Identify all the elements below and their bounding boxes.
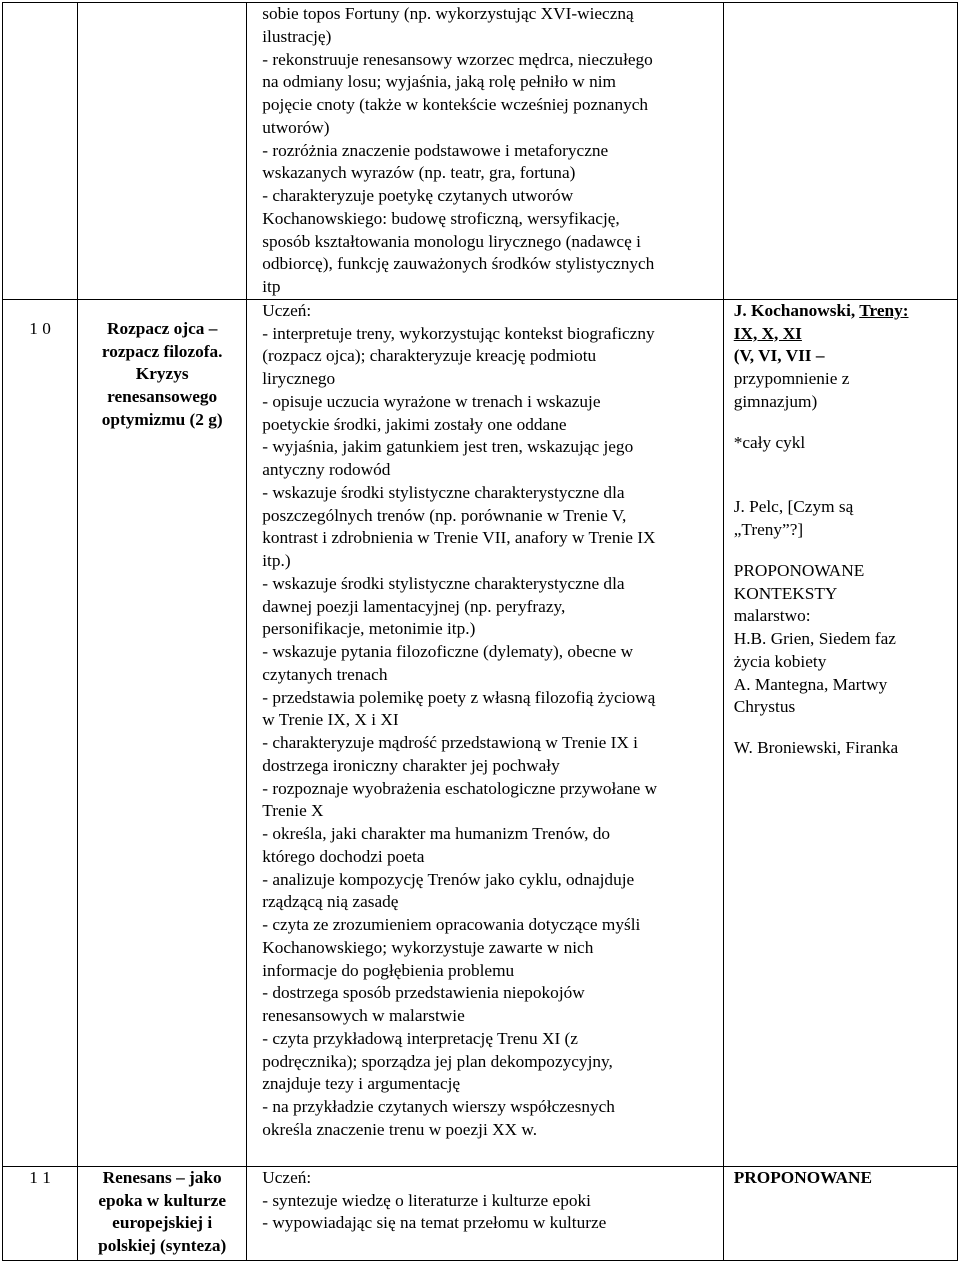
content-line: - opisuje uczucia wyrażone w trenach i wskazuje: [262, 391, 601, 411]
topic-line: polskiej (synteza): [98, 1236, 227, 1255]
reading-pelc: J. Pelc, [Czym są: [733, 497, 854, 517]
content-line: Uczeń:: [262, 1167, 312, 1187]
learning-outcomes-cell: [247, 3, 723, 300]
content-line: - interpretuje treny, wykorzystując kontekst biograficzny: [262, 323, 655, 343]
content-line: - syntezuje wiedzę o literaturze i kulturze epoki: [262, 1190, 591, 1210]
topic-line: Renesans – jako: [102, 1167, 222, 1187]
topic-line: optymizmu (2 g): [101, 409, 223, 429]
content-line: - wskazuje środki stylistyczne charakterystyczne dla: [262, 573, 625, 593]
content-line: - wskazuje pytania filozoficzne (dylematy), obecne w: [262, 642, 634, 661]
content-line: - określa, jaki charakter ma humanizm Trenów, do: [262, 824, 611, 843]
content-line: - wyjaśnia, jakim gatunkiem jest tren, wskazując jego: [262, 437, 634, 457]
content-line: renesansowych w malarstwie: [262, 1006, 465, 1025]
curriculum-table: [2, 2, 958, 1261]
content-line: lirycznego: [262, 369, 336, 388]
lesson-number: 1 1: [29, 1167, 51, 1187]
topic-line: epoka w kulturze: [98, 1190, 227, 1210]
context-broniewski: W. Broniewski, Firanka: [733, 738, 899, 757]
topic-cell: [78, 1166, 247, 1260]
content-line: rządzącą nią zasadę: [262, 892, 399, 912]
content-line: - charakteryzuje mądrość przedstawioną w Trenie IX i: [262, 733, 638, 752]
context-grien: życia kobiety: [733, 651, 827, 671]
content-line: Kochanowskiego; wykorzystuje zawarte w nich: [262, 937, 594, 957]
contexts-heading: PROPONOWANE: [733, 560, 865, 580]
reading-parts: IX, X, XI: [733, 323, 802, 343]
reading-reminder: gimnazjum): [733, 391, 818, 411]
content-line: czytanych trenach: [262, 664, 388, 684]
content-line: Kochanowskiego: budowę stroficzną, wersyfikację,: [262, 208, 620, 228]
content-line: - na przykładzie czytanych wierszy współczesnych: [262, 1097, 615, 1116]
content-line: - rekonstruuje renesansowy wzorzec mędrca, nieczułego: [262, 49, 653, 69]
topic-line: Rozpacz ojca –: [106, 318, 218, 338]
reading-author: J. Kochanowski,: [733, 300, 860, 320]
content-line: - wypowiadając się na temat przełomu w kulturze: [262, 1213, 607, 1233]
lesson-number-cell: [3, 3, 78, 300]
content-line: itp: [262, 277, 281, 296]
literature-cell: [723, 299, 957, 1166]
contexts-painting-label: malarstwo:: [733, 606, 811, 626]
content-line: poszczególnych trenów (np. porównanie w Trenie V,: [262, 505, 627, 525]
content-line: informacje do pogłębienia problemu: [262, 960, 515, 980]
content-line: - charakteryzuje poetykę czytanych utworów: [262, 186, 574, 205]
content-line: podręcznika); sporządza jej plan dekompozycyjny,: [262, 1051, 613, 1071]
content-line: - wskazuje środki stylistyczne charakterystyczne dla: [262, 482, 625, 502]
content-line: na odmiany losu; wyjaśnia, jaką rolę pełniło w nim: [262, 72, 616, 92]
content-line: sposób kształtowania monologu lirycznego (nadawcę i: [262, 231, 641, 251]
contexts-heading: PROPONOWANE: [733, 1167, 872, 1187]
table-row: [3, 3, 958, 300]
context-mantegna: A. Mantegna, Martwy: [733, 674, 888, 694]
content-line: pojęcie cnoty (także w kontekście wcześniej poznanych: [262, 95, 649, 114]
lesson-number-cell: [3, 299, 78, 1166]
content-line: Trenie X: [262, 801, 324, 821]
context-mantegna: Chrystus: [733, 697, 796, 717]
topic-cell: [78, 299, 247, 1166]
context-grien: H.B. Grien, Siedem faz: [733, 629, 896, 648]
literature-cell: [723, 1166, 957, 1260]
topic-line: europejskiej i: [112, 1213, 213, 1233]
content-line: Uczeń:: [262, 300, 312, 320]
content-line: - dostrzega sposób przedstawienia niepokojów: [262, 983, 585, 1003]
lesson-number: 1 0: [29, 318, 51, 338]
content-line: kontrast i zdrobnienia w Trenie VII, anafory w Trenie IX: [262, 528, 656, 548]
content-line: itp.): [262, 551, 291, 570]
lesson-number-cell: [3, 1166, 78, 1260]
content-line: - czyta ze zrozumieniem opracowania dotyczące myśli: [262, 915, 641, 934]
content-line: - analizuje kompozycję Trenów jako cyklu, odnajduje: [262, 869, 635, 889]
table-row: [3, 299, 958, 1166]
content-line: dostrzega ironiczny charakter jej pochwały: [262, 755, 560, 775]
content-line: personifikacje, metonimie itp.): [262, 619, 476, 639]
content-line: którego dochodzi poeta: [262, 846, 425, 866]
reading-reminder: (V, VI, VII –: [733, 346, 825, 366]
content-line: - czyta przykładową interpretację Trenu XI (z: [262, 1028, 578, 1048]
reading-cycle-note: *cały cykl: [733, 432, 806, 452]
content-line: (rozpacz ojca); charakteryzuje kreację podmiotu: [262, 346, 597, 366]
content-line: znajduje tezy i argumentację: [262, 1074, 461, 1094]
reading-title: Treny:: [859, 300, 909, 320]
content-line: - rozróżnia znaczenie podstawowe i metaforyczne: [262, 140, 609, 160]
topic-cell: [78, 3, 247, 300]
contexts-heading: KONTEKSTY: [733, 583, 838, 603]
reading-treny: [734, 300, 957, 323]
learning-outcomes-cell: [247, 299, 723, 1166]
table-row: [3, 1166, 958, 1260]
learning-outcomes-cell: [247, 1166, 723, 1260]
content-line: w Trenie IX, X i XI: [262, 710, 399, 730]
content-line: wskazanych wyrazów (np. teatr, gra, fortuna): [262, 163, 576, 183]
content-line: dawnej poezji lamentacyjnej (np. peryfrazy,: [262, 596, 566, 616]
reading-reminder: przypomnienie z: [733, 369, 850, 388]
content-line: antyczny rodowód: [262, 460, 391, 479]
topic-line: renesansowego: [107, 387, 218, 406]
topic-line: Kryzys: [135, 364, 189, 384]
topic-line: rozpacz filozofa.: [101, 341, 223, 361]
content-line: poetyckie środki, jakimi zostały one oddane: [262, 414, 567, 434]
content-line: - przedstawia polemikę poety z własną filozofią życiową: [262, 687, 656, 707]
content-line: sobie topos Fortuny (np. wykorzystując XVI-wieczną: [262, 4, 634, 23]
content-line: określa znaczenie trenu w poezji XX w.: [262, 1119, 538, 1139]
content-line: - rozpoznaje wyobrażenia eschatologiczne przywołane w: [262, 778, 658, 798]
content-line: utworów): [262, 117, 330, 137]
reading-pelc: „Treny”?]: [733, 520, 804, 539]
content-line: odbiorcę), funkcję zauważonych środków stylistycznych: [262, 254, 655, 274]
content-line: ilustrację): [262, 26, 332, 46]
literature-cell: [723, 3, 957, 300]
